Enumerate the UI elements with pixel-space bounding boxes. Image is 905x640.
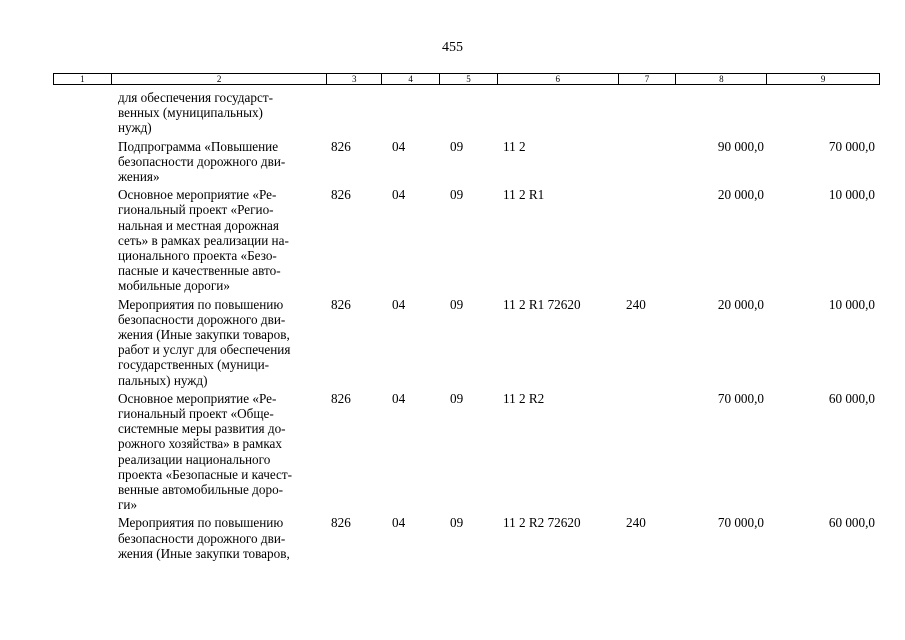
cell-amount-2: 70 000,0 <box>828 138 875 154</box>
name-line: для обеспечения государст- <box>118 90 273 105</box>
name-line: пасные и качественные авто- <box>118 263 281 279</box>
cell-name <box>111 515 327 561</box>
header-col-7: 7 <box>619 74 677 84</box>
name-line: венных (муниципальных) <box>118 105 263 121</box>
cell-col-1 <box>53 391 111 513</box>
cell-ministry-code: 826 <box>331 296 351 312</box>
cell-target-article: 11 2 R2 72620 <box>503 515 581 531</box>
table-header <box>53 73 880 85</box>
page-number: 455 <box>442 40 463 55</box>
cell-subsection: 09 <box>450 390 464 406</box>
cell-amount-1: 20 000,0 <box>717 296 764 312</box>
name-line: нальная и местная дорожная <box>118 217 279 233</box>
name-line: жения» <box>118 169 160 185</box>
cell-amount-1: 70 000,0 <box>717 390 764 406</box>
name-line: сеть» в рамках реализации на- <box>118 232 289 248</box>
cell-amount-1: 70 000,0 <box>717 515 764 531</box>
cell-name <box>111 139 327 185</box>
cell-expense-type: 240 <box>626 515 646 531</box>
cell-col-1 <box>53 515 111 561</box>
table-row <box>53 391 880 513</box>
cell-name <box>111 297 327 388</box>
header-col-3: 3 <box>327 74 382 84</box>
name-line: системные меры развития до- <box>118 421 286 437</box>
name-line: Основное мероприятие «Ре- <box>118 187 277 203</box>
cell-target-article <box>498 90 619 136</box>
cell-col-1 <box>53 187 111 293</box>
cell-expense-type <box>619 90 677 136</box>
cell-subsection: 09 <box>450 515 464 531</box>
cell-target-article: 11 2 R2 <box>503 390 545 406</box>
cell-col-1 <box>53 297 111 388</box>
name-line: Мероприятия по повышению <box>118 515 284 531</box>
name-line: нужд) <box>118 120 152 136</box>
table-row <box>53 187 880 293</box>
name-line: пальных) нужд) <box>118 372 208 388</box>
cell-expense-type <box>619 187 677 293</box>
table-body <box>53 90 880 561</box>
cell-ministry-code <box>327 90 382 136</box>
cell-expense-type <box>619 391 677 513</box>
cell-name <box>111 90 327 136</box>
name-line: Подпрограмма «Повышение <box>118 138 279 154</box>
name-line: безопасности дорожного дви- <box>118 153 286 169</box>
name-line: гиональный проект «Регио- <box>118 202 274 218</box>
name-line: Основное мероприятие «Ре- <box>118 390 277 406</box>
cell-expense-type: 240 <box>626 296 646 312</box>
cell-subsection: 09 <box>450 138 464 154</box>
name-line: рожного хозяйства» в рамках <box>118 436 282 452</box>
name-line: гиональный проект «Обще- <box>118 406 274 422</box>
header-col-1: 1 <box>54 74 112 84</box>
header-col-6: 6 <box>498 74 619 84</box>
name-line: жения (Иные закупки товаров, <box>118 545 290 561</box>
name-line: жения (Иные закупки товаров, <box>118 327 290 343</box>
cell-target-article: 11 2 <box>503 138 526 154</box>
name-line: мобильные дороги» <box>118 278 230 294</box>
cell-subsection: 09 <box>450 296 464 312</box>
cell-ministry-code: 826 <box>331 138 351 154</box>
cell-section: 04 <box>392 138 406 154</box>
name-line: работ и услуг для обеспечения <box>118 342 291 358</box>
header-col-9: 9 <box>820 74 826 84</box>
cell-name <box>111 187 327 293</box>
table-row <box>53 297 880 388</box>
name-line: безопасности дорожного дви- <box>118 530 286 546</box>
table-row <box>53 90 880 136</box>
name-line: венные автомобильные доро- <box>118 482 284 498</box>
name-line: проекта «Безопасные и качест- <box>118 466 293 482</box>
table-row <box>53 515 880 561</box>
cell-ministry-code: 826 <box>331 515 351 531</box>
cell-amount-1 <box>677 90 768 136</box>
cell-section: 04 <box>392 390 406 406</box>
header-col-2: 2 <box>112 74 327 84</box>
cell-amount-1: 20 000,0 <box>717 187 764 203</box>
cell-section <box>382 90 440 136</box>
cell-amount-2: 60 000,0 <box>828 390 875 406</box>
cell-col-1 <box>53 90 111 136</box>
header-col-8: 8 <box>676 74 767 84</box>
name-line: государственных (муници- <box>118 357 270 373</box>
cell-section: 04 <box>392 187 406 203</box>
cell-subsection: 09 <box>450 187 464 203</box>
cell-name <box>111 391 327 513</box>
cell-ministry-code: 826 <box>331 187 351 203</box>
cell-amount-2: 10 000,0 <box>828 296 875 312</box>
header-col-4: 4 <box>382 74 440 84</box>
cell-target-article: 11 2 R1 72620 <box>503 296 581 312</box>
cell-col-1 <box>53 139 111 185</box>
cell-section: 04 <box>392 515 406 531</box>
cell-section: 04 <box>392 296 406 312</box>
cell-ministry-code: 826 <box>331 390 351 406</box>
name-line: безопасности дорожного дви- <box>118 311 286 327</box>
header-col-5: 5 <box>440 74 498 84</box>
name-line: ционального проекта «Безо- <box>118 248 277 264</box>
cell-target-article: 11 2 R1 <box>503 187 545 203</box>
cell-amount-2: 60 000,0 <box>828 515 875 531</box>
cell-expense-type <box>619 139 677 185</box>
cell-amount-2: 10 000,0 <box>828 187 875 203</box>
cell-subsection <box>440 90 498 136</box>
table-row <box>53 139 880 185</box>
name-line: ги» <box>118 497 138 513</box>
cell-amount-1: 90 000,0 <box>717 138 764 154</box>
name-line: Мероприятия по повышению <box>118 296 284 312</box>
cell-amount-2 <box>768 90 880 136</box>
name-line: реализации национального <box>118 451 271 467</box>
